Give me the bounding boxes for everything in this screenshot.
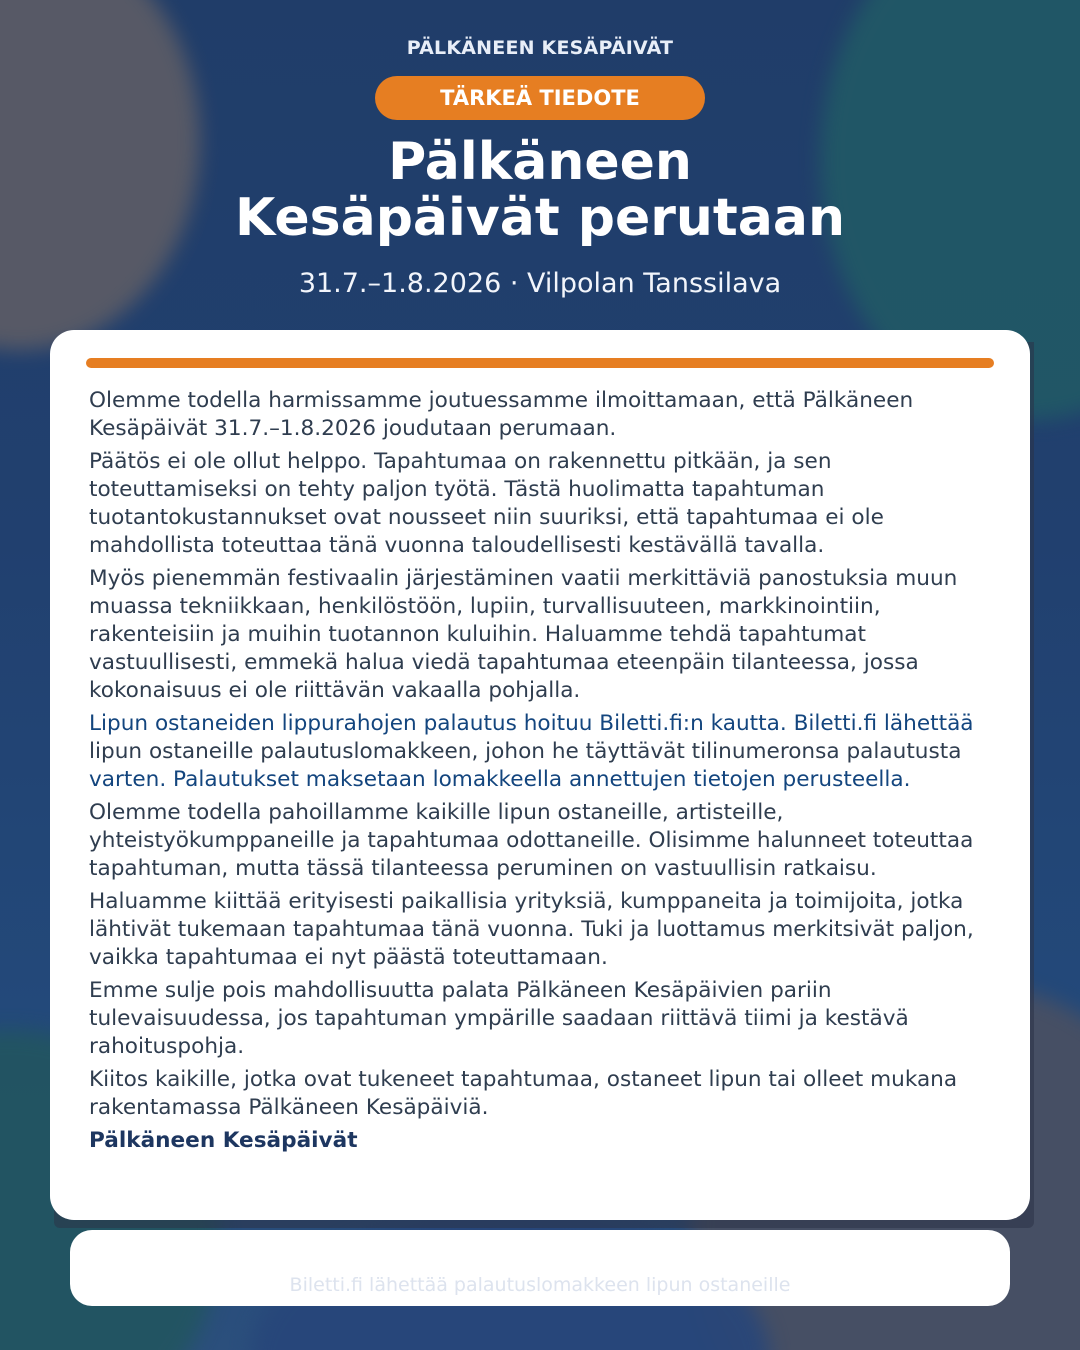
- event-date-venue: 31.7.–1.8.2026 · Vilpolan Tanssilava: [298, 268, 782, 299]
- refund-text-part-3: varten. Palautukset maksetaan lomakkeella annettujen tietojen perusteella.: [89, 767, 911, 792]
- footer-text: Biletti.fi lähettää palautuslomakkeen lipun ostaneille: [289, 1274, 791, 1296]
- paragraph-refund: [89, 710, 994, 794]
- paragraph-future: Emme sulje pois mahdollisuutta palata Pälkäneen Kesäpäivien pariin tulevaisuudessa, jos tapahtuman ympärille saadaan riittävä tiimi ja kestävä rahoituspohja.: [89, 978, 909, 1059]
- title-line-1: Pälkäneen: [388, 132, 692, 192]
- paragraph-costs: Myös pienemmän festivaalin järjestäminen vaatii merkittäviä panostuksia muun muassa tekniikkaan, henkilöstöön, lupiin, turvallisuuteen, markkinointiin, rakenteisiin ja muihin tuotannon kuluihin. Haluamme tehdä tapahtumat vastuullisesti, emmekä halua viedä tapahtumaa eteenpäin tilanteessa, jossa kokonaisuus ei ole riittävän vakaalla pohjalla.: [89, 566, 958, 703]
- paragraph-intro: Olemme todella harmissamme joutuessamme ilmoittamaan, että Pälkäneen Kesäpäivät 31.7.–1.8.2026 joudutaan perumaan.: [89, 388, 914, 441]
- page-title: [0, 134, 1080, 246]
- refund-text-part-1: Lipun ostaneiden lippurahojen palautus hoituu Biletti.fi:n kautta. Biletti.fi lähettää: [89, 711, 974, 736]
- kicker-label: PÄLKÄNEEN KESÄPÄIVÄT: [406, 37, 674, 59]
- refund-text-part-2: lipun ostaneille palautuslomakkeen, johon he täyttävät tilinumeronsa palautusta: [89, 739, 962, 764]
- header: [0, 34, 1080, 302]
- announcement-card: [50, 330, 1030, 1220]
- signature: Pälkäneen Kesäpäivät: [89, 1128, 358, 1153]
- important-notice-badge: TÄRKEÄ TIEDOTE: [375, 76, 705, 120]
- paragraph-thanks-partners: Haluamme kiittää erityisesti paikallisia yrityksiä, kumppaneita ja toimijoita, jotka lähtivät tukemaan tapahtumaa tänä vuonna. Tuki ja luottamus merkitsivät paljon, vaikka tapahtumaa ei nyt päästä toteuttamaan.: [89, 889, 974, 970]
- title-line-2: Kesäpäivät perutaan: [235, 188, 845, 248]
- announcement-body: [89, 387, 994, 1160]
- paragraph-thanks-all: Kiitos kaikille, jotka ovat tukeneet tapahtumaa, ostaneet lipun tai olleet mukana rakentamassa Pälkäneen Kesäpäiviä.: [89, 1067, 958, 1120]
- footer-box: [70, 1230, 1010, 1306]
- paragraph-decision: Päätös ei ole ollut helppo. Tapahtumaa on rakennettu pitkään, ja sen toteuttamiseksi on tehty paljon työtä. Tästä huolimatta tapahtuman tuotantokustannukset ovat nousseet niin suuriksi, että tapahtumaa ei ole mahdollista toteuttaa tänä vuonna taloudellisesti kestävällä tavalla.: [89, 449, 884, 558]
- accent-bar: [86, 358, 994, 368]
- paragraph-apology: Olemme todella pahoillamme kaikille lipun ostaneille, artisteille, yhteistyökumppaneille ja tapahtumaa odottaneille. Olisimme halunneet toteuttaa tapahtuman, mutta tässä tilanteessa peruminen on vastuullisin ratkaisu.: [89, 800, 974, 881]
